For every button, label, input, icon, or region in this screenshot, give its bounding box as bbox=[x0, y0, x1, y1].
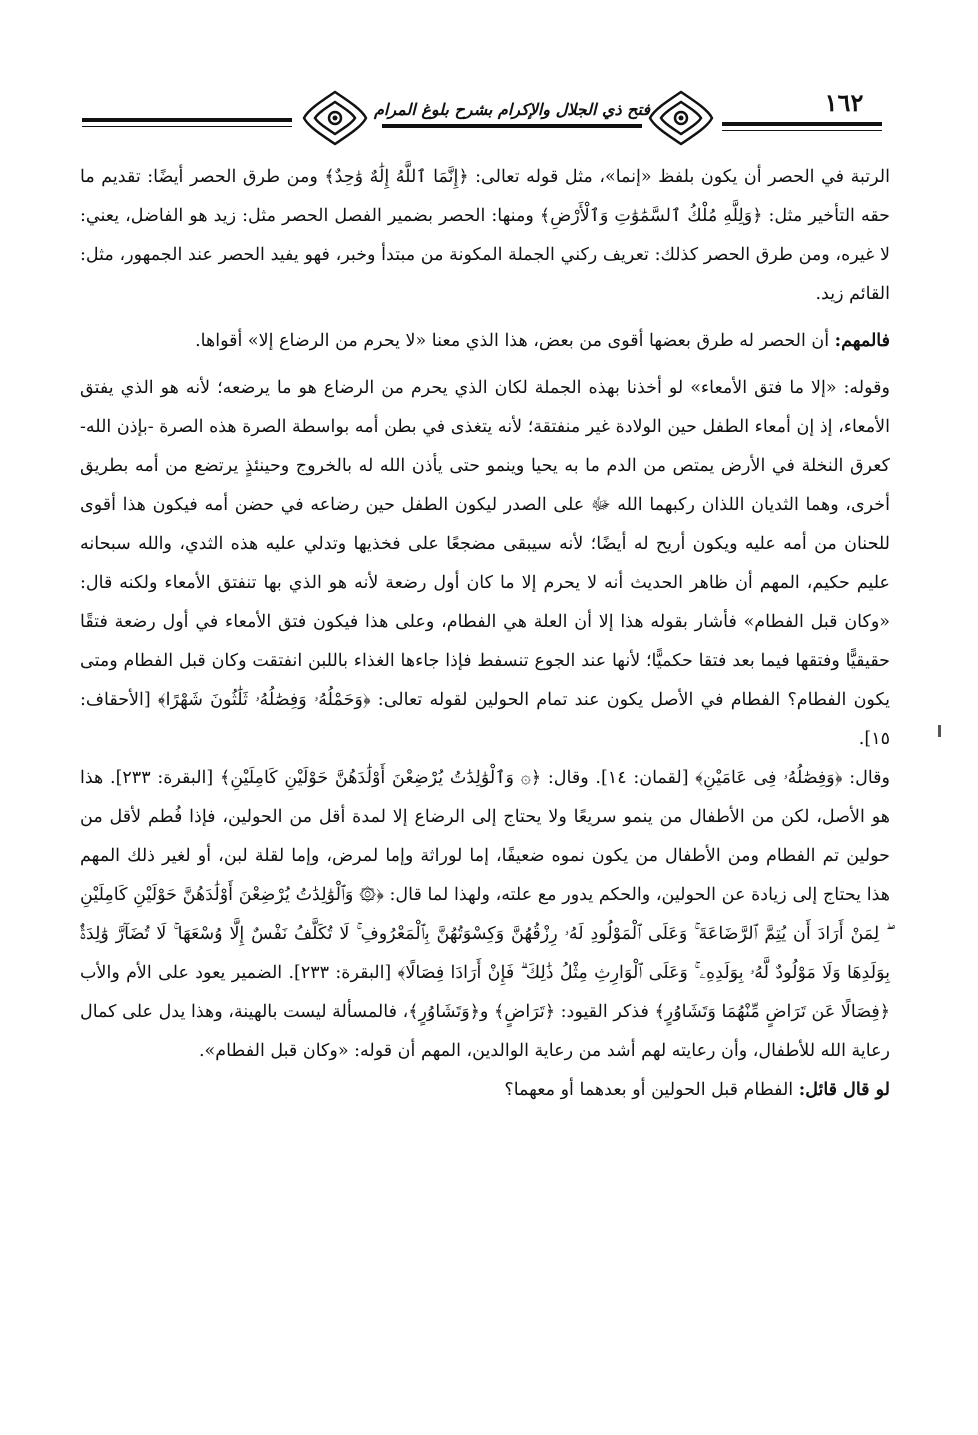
header-rule bbox=[722, 130, 882, 131]
paragraph bbox=[80, 322, 890, 361]
running-title: فتح ذي الجلال والإكرام بشرح بلوغ المرام bbox=[374, 100, 650, 119]
page-number: ١٦٢ bbox=[824, 88, 864, 117]
paragraph bbox=[80, 1071, 890, 1110]
header-rule bbox=[82, 118, 292, 122]
header-rule bbox=[722, 122, 882, 126]
paragraph-text: الرتبة في الحصر أن يكون بلفظ «إنما»، مثل قوله تعالى: ﴿إِنَّمَا ٱللَّهُ إِلَٰهٌ وَٰحِدٌ﴾ ومن طرق الحصر أيضًا: تقديم ما حقه التأخير مثل: ﴿وَلِلَّهِ مُلْكُ ٱلسَّمَٰوَٰتِ وَٱلْأَرْضِ﴾ ومنها: الحصر بضمير الفصل الحصر مثل: زيد هو الفاضل، يعني: لا غيره، ومن طرق الحصر كذلك: تعريف ركني الجملة المكونة من مبتدأ وخبر، فهو يفيد الحصر عند الجمهور، مثل: القائم زيد. bbox=[80, 167, 890, 304]
floral-ornament-icon bbox=[646, 88, 716, 148]
margin-mark bbox=[938, 725, 941, 737]
paragraph bbox=[80, 369, 890, 759]
paragraph-text: وقال: ﴿وَفِصَٰلُهُۥ فِى عَامَيْنِ﴾ [لقمان: ١٤]. وقال: ﴿۞ وَٱلْوَٰلِدَٰتُ يُرْضِعْنَ أَوْلَٰدَهُنَّ حَوْلَيْنِ كَامِلَيْنِ﴾ [البقرة: ٢٣٣]. هذا هو الأصل، لكن من الأطفال من ينمو سريعًا ولا يحتاج إلى الرضاع إلا لمدة أقل من الحولين، فإذا فُطم لأقل من حولين تم الفطام ومن الأطفال من يكون نموه ضعيفًا، إما لوراثة وإما لمرض، وإما لقلة لبن، أو لغير ذلك المهم هذا يحتاج إلى زيادة عن الحولين، والحكم يدور مع علته، ولهذا لما قال: ﴿۞ وَٱلْوَٰلِدَٰتُ يُرْضِعْنَ أَوْلَٰدَهُنَّ حَوْلَيْنِ كَامِلَيْنِ ۖ لِمَنْ أَرَادَ أَن يُتِمَّ ٱلرَّضَاعَةَ ۚ وَعَلَى ٱلْمَوْلُودِ لَهُۥ رِزْقُهُنَّ وَكِسْوَتُهُنَّ بِٱلْمَعْرُوفِ ۚ لَا تُكَلَّفُ نَفْسٌ إِلَّا وُسْعَهَا ۚ لَا تُضَآرَّ وَٰلِدَةٌۢ بِوَلَدِهَا وَلَا مَوْلُودٌ لَّهُۥ بِوَلَدِهِۦ ۚ وَعَلَى ٱلْوَارِثِ مِثْلُ ذَٰلِكَ ۗ فَإِنْ أَرَادَا فِصَالًا﴾ [البقرة: ٢٣٣]. الضمير يعود على الأم والأب ﴿فِصَالًا عَن تَرَاضٍ مِّنْهُمَا وَتَشَاوُرٍ﴾ فذكر القيود: ﴿تَرَاضٍ﴾ و﴿وَتَشَاوُرٍ﴾، فالمسألة ليست بالهينة، وهذا يدل على كمال رعاية الله للأطفال، وأن رعايته لهم أشد من رعاية الوالدين، المهم أن قوله: «وكان قبل الفطام». bbox=[80, 768, 890, 1061]
paragraph bbox=[80, 759, 890, 1071]
paragraph-text: أن الحصر له طرق بعضها أقوى من بعض، هذا الذي معنا «لا يحرم من الرضاع إلا» أقواها. bbox=[195, 331, 830, 351]
running-header bbox=[82, 82, 882, 152]
header-rule bbox=[82, 126, 292, 127]
body-text bbox=[80, 158, 890, 1110]
paragraph-text: وقوله: «إلا ما فتق الأمعاء» لو أخذنا بهذه الجملة لكان الذي يحرم من الرضاع هو ما يرضعه؛ لأنه هو الذي يفتق الأمعاء، إذ إن أمعاء الطفل حين الولادة غير منفتقة؛ لأنه يتغذى في بطن أمه بواسطة الصرة هذه الصرة -بإذن الله- كعرق النخلة في الأرض يمتص من الدم ما به يحيا وينمو حتى يأذن الله له بالخروج وحينئذٍ يرتضع من أمه بطريق أخرى، وهما الثديان اللذان ركبهما الله ﷻ على الصدر ليكون الطفل حين رضاعه في حضن أمه فيكون هذا أقوى للحنان من أمه عليه ويكون أريح له أيضًا؛ لأنه سيبقى مضجعًا على فخذيها وتدلي عليه هذه الثدي، والله سبحانه عليم حكيم، المهم أن ظاهر الحديث أنه لا يحرم إلا ما كان أول رضعة لأنه هو الذي بها تنفتق الأمعاء ولكنه قال: «وكان قبل الفطام» فأشار بقوله هذا إلا أن العلة هي الفطام، وعلى هذا فيكون فتق الأمعاء في أول رضعة فتقًا حقيقيًّا وفتقها فيما بعد فتقا حكميًّا؛ لأنها عند الجوع تنسفط فإذا جاءها الغذاء باللبن انفتقت وكان قبل الفطام ومتى يكون الفطام؟ الفطام في الأصل يكون عند تمام الحولين لقوله تعالى: ﴿وَحَمْلُهُۥ وَفِصَٰلُهُۥ ثَلَٰثُونَ شَهْرًا﴾ [الأحقاف: ١٥]. bbox=[80, 378, 890, 749]
header-rule bbox=[382, 124, 642, 128]
paragraph bbox=[80, 158, 890, 314]
paragraph-lead: لو قال قائل: bbox=[798, 1080, 890, 1100]
floral-ornament-icon bbox=[300, 88, 370, 148]
paragraph-text: الفطام قبل الحولين أو بعدهما أو معهما؟ bbox=[504, 1080, 794, 1100]
paragraph-lead: فالمهم: bbox=[834, 331, 890, 351]
